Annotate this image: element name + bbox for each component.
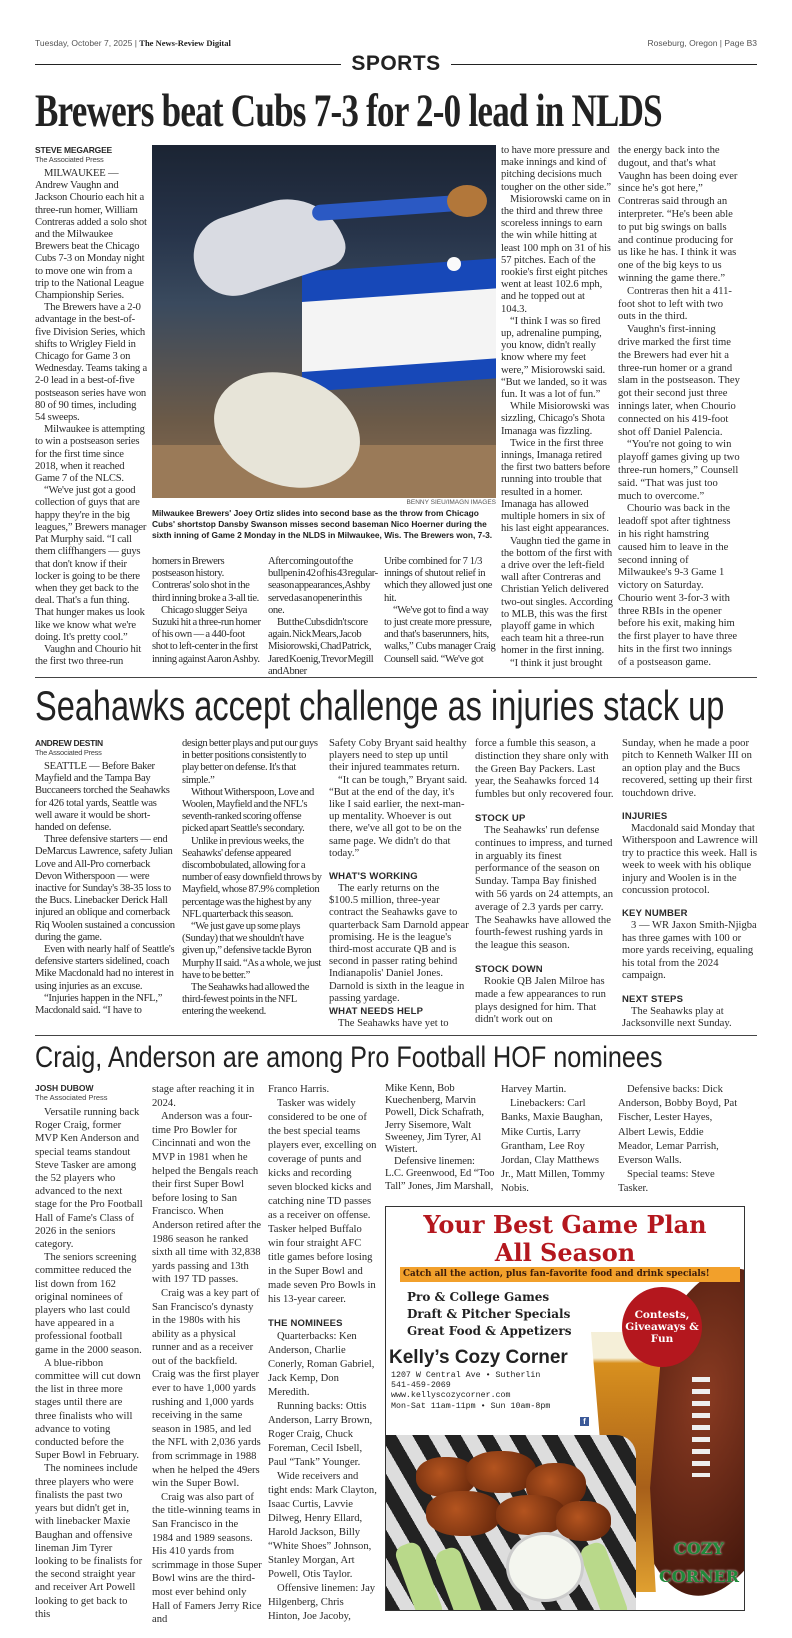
- seahawks-headline: Seahawks accept challenge as injuries stack up: [35, 682, 725, 729]
- paragraph: homers in Brewers postseason history. Contreras' solo shot in the third inning broke a 3-all tie.: [152, 556, 259, 604]
- hof-column: [385, 1083, 495, 1193]
- paragraph: Safety Coby Bryant said healthy players need to step up until their injured teammates return.: [329, 738, 467, 774]
- paragraph: Defensive backs: Dick Anderson, Bobby Boyd, Pat Fischer, Lester Hayes, Albert Lewis, Eddie Meador, Lemar Parrish, Everson Walls.: [618, 1084, 738, 1167]
- paragraph: Uribe combined for 7 1/3 innings of shutout relief in which they allowed just one hit.: [384, 556, 493, 604]
- badge-text: Contests, Giveaways & Fun: [625, 1309, 699, 1345]
- byline: STEVE MEGARGEE: [35, 145, 113, 155]
- byline-agency: The Associated Press: [35, 155, 104, 164]
- hof-column: [501, 1083, 611, 1197]
- subhead: THE NOMINEES: [268, 1318, 343, 1329]
- paragraph: Unlike in previous weeks, the Seahawks' defense appeared discombobulated, allowing for a number of easy downfield throws by Mayfield, whose 87.9% completion percentage was the highest by any NFL quarterback this season.: [182, 835, 322, 920]
- brewers-column: [35, 145, 148, 668]
- paragraph: A blue-ribbon committee will cut down the list in three more stages until there are three finalists who will advance to voting conducted before the Super Bowl in February.: [35, 1357, 141, 1462]
- paragraph: The Seahawks have yet to: [338, 1018, 449, 1030]
- paragraph: to have more pressure and make innings and kind of pitching decisions much tougher on the other side.”: [501, 145, 611, 193]
- hof-column: [268, 1083, 378, 1624]
- section-title: SPORTS: [351, 52, 441, 75]
- paragraph: The nominees include three players who were finalists the past two years but didn't get in, with linebacker Maxie Baughan and offensive lineman Jim Tyrer looking to be finalists for the second straight year and receiver Art Powell looking to get back to this: [35, 1463, 143, 1620]
- seahawks-column: [35, 738, 175, 1017]
- paragraph: Chourio was back in the leadoff spot after tightness in his right hamstring caused him to leave in the second inning of Milwaukee's 9-3 Game 1 victory on Saturday. Chourio went 3-for-3 with three RBIs in the opener before his exit, making him the first player to have three hits in the first two innings of a postseason game.: [618, 503, 738, 668]
- brewers-column: [618, 145, 740, 670]
- paragraph: SEATTLE — Before Baker Mayfield and the Tampa Bay Buccaneers torched the Seahawks for 426 total yards, Seattle was well aware it would be short-handed on defense.: [35, 761, 170, 834]
- business-phone[interactable]: 541-459-2069: [391, 1381, 451, 1391]
- paragraph: Without Witherspoon, Love and Woolen, Mayfield and the NFL's seventh-ranked scoring offense picked apart Seattle's secondary.: [182, 786, 314, 835]
- paragraph: “I think it just brought: [510, 657, 603, 669]
- section-header: [35, 52, 757, 76]
- hof-column: [152, 1083, 262, 1627]
- football-laces: [692, 1377, 710, 1477]
- paragraph: The Seahawks play at Jacksonville next Sunday.: [622, 1005, 732, 1029]
- seahawks-column: [329, 738, 469, 1030]
- photo-caption: Milwaukee Brewers' Joey Ortiz slides into second base as the throw from Chicago Cubs' shortstop Dansby Swanson misses second baseman Nico Hoerner during the sixth inning of Game 2 Monday in the NLDS in Milwaukee, Wis. The Brewers won, 7-3.: [152, 508, 493, 540]
- kellys-cozy-corner-ad[interactable]: [385, 1206, 745, 1611]
- subhead: STOCK DOWN: [475, 963, 543, 975]
- subhead: STOCK UP: [475, 812, 526, 824]
- byline: ANDREW DESTIN: [35, 738, 103, 748]
- paragraph: The Seahawks' run defense continues to impress, and turned in arguably its finest performance of the season on Sunday. Tampa Bay finished with 56 yards on 24 attempts, an average of 2.3 yards per carry. The Seahawks have allowed the fourth-fewest rushing yards in the league this season.: [475, 824, 613, 952]
- paragraph: Harvey Martin.: [501, 1084, 567, 1095]
- paragraph: The Seahawks had allowed the third-fewest points in the NFL entering the weekend.: [182, 982, 310, 1018]
- paper-name: The News-Review Digital: [139, 38, 231, 48]
- brewers-column: [268, 556, 378, 678]
- byline-agency: The Associated Press: [35, 748, 102, 757]
- paragraph: Craig was a key part of San Francisco's dynasty in the 1980s with his ability as a physical runner and as a receiver out of the backfield. Craig was the first player ever to have 1,000 yards rushing and 1,000 yards receiving in the same season in 1985, and led the NFL with 2,036 yards from scrimmage in 1988 when he helped the 49ers win the Super Bowl.: [152, 1287, 261, 1490]
- subhead: KEY NUMBER: [622, 908, 688, 920]
- byline-agency: The Associated Press: [35, 1093, 108, 1102]
- paragraph: Mike Kenn, Bob Kuechenberg, Marvin Powell, Dick Schafrath, Jerry Sisemore, Walt Sweeney, Jim Tyrer, Al Wistert.: [385, 1083, 484, 1156]
- paragraph: Contreras then hit a 411-foot shot to left with two outs in the third.: [618, 285, 732, 323]
- paragraph: Versatile running back Roger Craig, former MVP Ken Anderson and special teams standout Steve Tasker are among the 52 players who advanced to the next stage for the Pro Football Hall of Fame's Class of 2026 in the seniors category.: [35, 1107, 143, 1251]
- subhead: INJURIES: [622, 811, 668, 823]
- paragraph: MILWAUKEE — Andrew Vaughn and Jackson Chourio each hit a three-run homer, William Contreras added a solo shot and the Milwaukee Brewers beat the Chicago Cubs 7-3 on Monday night to move one win from a trip to the National League Championship Series.: [35, 168, 147, 302]
- paragraph: Vaughn tied the game in the bottom of the first with a drive over the left-field wall after Contreras and Christian Yelich delivered two-out singles. According to MLB, this was the first playoff game in which each team hit a three-run homer in the first inning.: [501, 535, 613, 657]
- subhead: WHAT NEEDS HELP: [329, 1006, 424, 1018]
- paragraph: Twice in the first three innings, Imanaga retired the first two batters before running into trouble that resulted in a homer. Imanaga has allowed multiple homers in six of his last eight appearances.: [501, 437, 610, 535]
- paragraph: Special teams: Steve Tasker.: [618, 1169, 715, 1195]
- paragraph: Running backs: Ottis Anderson, Larry Brown, Roger Craig, Chuck Foreman, Cecil Isbell, Paul “Tank” Younger.: [268, 1401, 373, 1468]
- ad-feature: Great Food & Appetizers: [407, 1324, 572, 1338]
- ad-feature-list: [407, 1289, 572, 1340]
- ad-headline-line: All Season: [494, 1238, 636, 1267]
- paragraph: “We've just got a good collection of guys that are happy they're in the big leagues,” Brewers manager Pat Murphy said. “I call them cliffhangers — guys that don't know if their locker is going to be there when they get back to the deal. That's a fun thing. That hunger makes us look like we know what we're doing. It's pretty cool.”: [35, 485, 147, 643]
- paragraph: Macdonald said Monday that Witherspoon and Lawrence will try to practice this week. Hall is week to week with his oblique injury and Woolen is in the concussion protocol.: [622, 823, 758, 897]
- paragraph: Rookie QB Jalen Milroe has made a few appearances to run plays designed for him. That didn't work out on: [475, 975, 606, 1026]
- business-hours: Mon-Sat 11am-11pm • Sun 10am-8pm: [391, 1401, 551, 1411]
- business-info: [391, 1371, 550, 1412]
- ad-headline: [386, 1211, 744, 1267]
- ad-feature: Pro & College Games: [407, 1290, 550, 1304]
- paragraph: the energy back into the dugout, and that's what Vaughn has been doing ever since he's got here,” Contreras said through an interpreter. “He's been able to put big swings on balls and continue producing for us like he has. I think it was one of the big keys to us winning the game there.”: [618, 145, 738, 284]
- paragraph: Three defensive starters — end DeMarcus Lawrence, safety Julian Love and All-Pro cornerback Devon Witherspoon — were inactive for Sunday's 38-35 loss to the Bucs. Linebacker Derick Hall injured an oblique and cornerback Riq Woolen sustained a concussion during the game.: [35, 834, 175, 943]
- paragraph: Misiorowski came on in the third and threw three scoreless innings to earn the win while hitting at least 100 mph on 31 of his 57 pitches. Each of the rookie's first eight pitches went at least 102.6 mph, and he topped out at 104.3.: [501, 193, 611, 315]
- paragraph: But the Cubs didn't score again. Nick Mears, Jacob Misiorowski, Chad Patrick, Jared Koenig, Trevor Megill and Abner: [268, 617, 374, 677]
- hof-column: [35, 1083, 145, 1621]
- paragraph: “It can be tough,” Bryant said. “But at the end of the day, it's like I said earlier, the next-man-up mentality. Whoever is out there, we've all got to be on the same page. We didn't do that today.”: [329, 774, 468, 859]
- subhead: WHAT'S WORKING: [329, 871, 418, 883]
- facebook-icon[interactable]: f: [580, 1417, 589, 1426]
- paragraph: While Misiorowski was sizzling, Chicago's Shota Imanaga was fizzling.: [501, 401, 610, 437]
- dip-bowl-image: [506, 1532, 584, 1602]
- business-name: Kelly’s Cozy Corner: [389, 1347, 568, 1368]
- seahawks-column: [182, 738, 322, 1019]
- fielder-arm: [312, 195, 463, 221]
- paragraph: Franco Harris.: [268, 1084, 330, 1095]
- paragraph: Craig was also part of the title-winning teams in San Francisco in the 1984 and 1989 seasons. His 410 yards from scrimmage in those Super Bowl wins are the third-most ever behind only Hall of Famers Jerry Rice and: [152, 1491, 262, 1626]
- byline: JOSH DUBOW: [35, 1083, 94, 1093]
- story-divider: [35, 1035, 757, 1036]
- cozy-corner-logo: COZY CORNER: [658, 1539, 740, 1586]
- issue-date: Tuesday, October 7, 2025: [35, 38, 133, 48]
- paragraph: Vaughn's first-inning drive marked the first time the Brewers had ever hit a three-run homer or a grand slam in the postseason. They got their second just three innings later, when Chourio connected on his 419-foot shot off Daniel Palencia.: [618, 324, 740, 438]
- divider: [35, 64, 341, 65]
- brewers-column: [501, 145, 613, 670]
- business-website[interactable]: www.kellyscozycorner.com: [391, 1391, 511, 1401]
- paragraph: Tasker was widely considered to be one of the best special teams players ever, excelling on coverage of punts and kicks and recording seven blocked kicks and catching nine TD passes as a receiver on offense. Tasker helped Buffalo win four straight AFC title games before losing in the Super Bowl and made seven Pro Bowls in his 13-year career.: [268, 1098, 377, 1305]
- brewers-column: [384, 556, 496, 666]
- outfield-sign: [302, 288, 496, 372]
- paragraph: stage after reaching it in 2024.: [152, 1084, 255, 1109]
- paragraph: The early returns on the $100.5 million, three-year contract the Seahawks gave to quarterback Sam Darnold appear promising. He is the league's third-most accurate QB and is second in passer rating behind Indianapolis' Daniel Jones. Darnold is sixth in the league in passing yardage.: [329, 883, 469, 1004]
- hof-headline: Craig, Anderson are among Pro Football HOF nominees: [35, 1041, 663, 1074]
- brewers-headline: Brewers beat Cubs 7-3 for 2-0 lead in NLDS: [35, 85, 662, 137]
- paragraph: “You're not going to win playoff games giving up two three-run homers,” Counsell said. “That was just too much to overcome.”: [618, 439, 740, 502]
- business-address: 1207 W Central Ave • Sutherlin: [391, 1371, 541, 1380]
- wing-image: [556, 1501, 611, 1541]
- paragraph: Linebackers: Carl Banks, Maxie Baughan, Mike Curtis, Larry Grantham, Lee Roy Jordan, Clay Matthews Jr., Matt Millen, Tommy Nobis.: [501, 1098, 605, 1195]
- paragraph: “I think I was so fired up, adrenaline pumping, you know, didn't really know where my feet were,” Misiorowski said. “But we landed, so it was fun. It was a lot of fun.”: [501, 315, 607, 401]
- paragraph: The Brewers have a 2-0 advantage in the best-of-five Division Series, which shifts to Wrigley Field in Chicago for Game 3 on Wednesday. Teams taking a 2-0 lead in a best-of-five postseason series have won 80 of 90 times, including 54 sweeps.: [35, 302, 147, 424]
- divider: [451, 64, 757, 65]
- paragraph: Defensive linemen: L.C. Greenwood, Ed “Too Tall” Jones, Jim Marshall,: [385, 1156, 495, 1192]
- baseball: [447, 257, 461, 271]
- ad-banner: Catch all the action, plus fan-favorite food and drink specials!: [400, 1267, 740, 1282]
- paragraph: 3 — WR Jaxon Smith-Njigba has three games with 100 or more yards receiving, equaling his total from the 2024 campaign.: [622, 920, 757, 982]
- contests-badge: [622, 1287, 702, 1367]
- paragraph: Vaughn and Chourio hit the first two three-run: [35, 643, 142, 668]
- paragraph: Offensive linemen: Jay Hilgenberg, Chris Hinton, Joe Jacoby,: [268, 1583, 376, 1622]
- subhead: NEXT STEPS: [622, 993, 684, 1005]
- game-photo: [152, 145, 496, 498]
- ad-feature: Draft & Pitcher Specials: [407, 1307, 571, 1321]
- paragraph: Wide receivers and tight ends: Mark Clayton, Isaac Curtis, Lavvie Dilweg, Henry Ellard, Harold Jackson, Billy “White Shoes” Johnson, Stanley Morgan, Art Powell, Otis Taylor.: [268, 1471, 377, 1580]
- photo-credit: BENNY SIEU/IMAGN IMAGES: [406, 499, 496, 506]
- paragraph: Milwaukee is attempting to win a postseason series for the first time since 2018, when it reached Game 7 of the NLCS.: [35, 424, 145, 485]
- paragraph: Even with nearly half of Seattle's defensive starters sidelined, coach Mike Macdonald had no interest in using injuries as an excuse.: [35, 944, 175, 992]
- brewers-column: [152, 556, 262, 666]
- paragraph: “We've got to find a way to just create more pressure, and that's baserunners, hits, walks,” Cubs manager Craig Counsell said. “We've got: [384, 604, 496, 665]
- paragraph: force a fumble this season, a distinction they share only with the Green Bay Packers. Last year, the Seahawks forced 14 fumbles but only recovered four.: [475, 738, 614, 801]
- paragraph: Chicago slugger Seiya Suzuki hit a three-run homer of his own — a 440-foot shot to left-center in the first inning against Aaron Ashby.: [152, 604, 261, 665]
- paragraph: After coming out of the bullpen in 42 of his 43 regular-season appearances, Ashby served as an opener in this one.: [268, 556, 378, 616]
- seahawks-column: [622, 738, 758, 1030]
- paragraph: “Injuries happen in the NFL,” Macdonald said. “I have to: [35, 992, 163, 1017]
- paragraph: Sunday, when he made a poor pitch to Kenneth Walker III on an option play and the Bucs recovered, setting up their first touchdown drive.: [622, 738, 753, 799]
- seahawks-column: [475, 738, 615, 1027]
- story-divider: [35, 677, 757, 678]
- paragraph: “We just gave up some plays (Sunday) that we shouldn't have given up,” defensive tackle Byron Murphy II said. “As a whole, we just have to be better.”: [182, 921, 321, 981]
- paragraph: design better plays and put our guys in better positions consistently to play better on defense. It's that simple.”: [182, 738, 318, 786]
- glove: [447, 185, 487, 217]
- ad-headline-line: Your Best Game Plan: [423, 1210, 707, 1239]
- dateline: Tuesday, October 7, 2025 | The News-Review Digital: [35, 38, 231, 48]
- paragraph: Anderson was a four-time Pro Bowler for Cincinnati and won the MVP in 1981 when he helped the Bengals reach their first Super Bowl before losing to San Francisco. When Anderson retired after the 1986 season he ranked sixth all time with 32,838 yards passing and 13th with 197 TD passes.: [152, 1111, 262, 1286]
- hof-column: [618, 1083, 740, 1197]
- wing-image: [426, 1491, 501, 1536]
- paragraph: The seniors screening committee reduced the list down from 162 original nominees of players who last could have appeared in a professional football game in the 2000 season.: [35, 1252, 142, 1356]
- location-page: Roseburg, Oregon | Page B3: [647, 38, 757, 48]
- paragraph: Quarterbacks: Ken Anderson, Charlie Conerly, Roman Gabriel, Jack Kemp, Don Meredith.: [268, 1331, 375, 1398]
